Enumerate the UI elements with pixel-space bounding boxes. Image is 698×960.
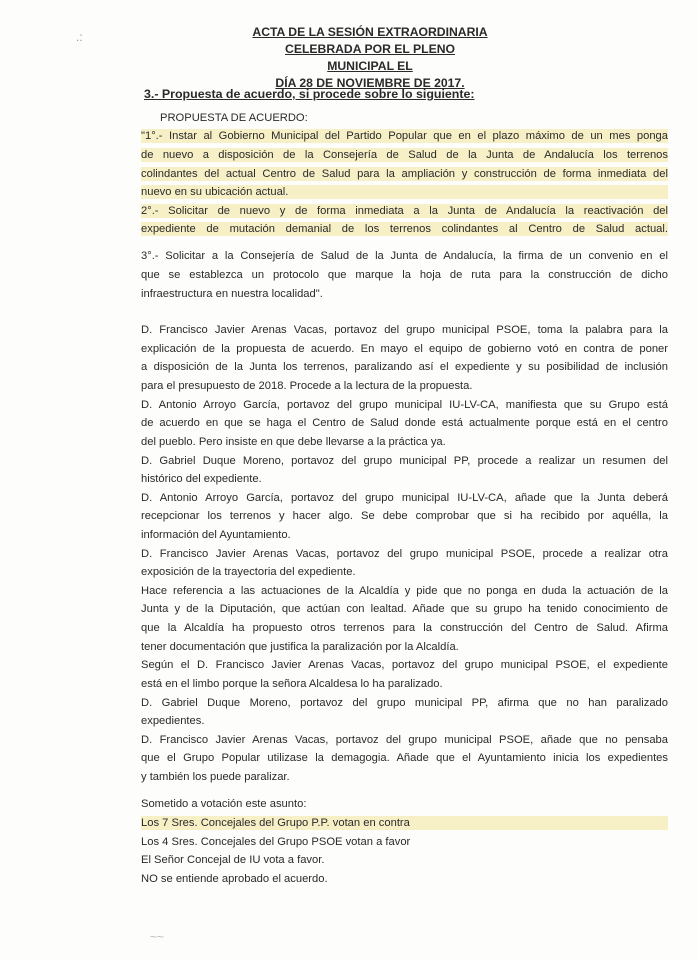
heading-line-1: ACTA DE LA SESIÓN EXTRAORDINARIA bbox=[252, 25, 488, 39]
scan-mark: .: bbox=[76, 30, 83, 44]
document-line: Los 4 Sres. Concejales del Grupo PSOE votan a favor bbox=[141, 836, 411, 848]
document-line: "1°.- Instar al Gobierno Municipal del Partido Popular que en el plazo máximo de un mes ponga bbox=[141, 130, 668, 142]
document-line: exposición de la trayectoria del expediente. bbox=[141, 566, 356, 578]
document-line: Los 7 Sres. Concejales del Grupo P.P. votan en contra bbox=[141, 816, 668, 830]
document-line: D. Francisco Javier Arenas Vacas, portavoz del grupo municipal PSOE, toma la palabra para la bbox=[141, 324, 668, 336]
document-line: de acuerdo en que se haga el Centro de Salud donde está actualmente porque está en el centro bbox=[141, 417, 668, 429]
document-line: expediente de mutación demanial de los terrenos colindantes al Centro de Salud actual. bbox=[141, 223, 668, 235]
document-line: PROPUESTA DE ACUERDO: bbox=[160, 112, 308, 124]
document-line: que se establezca un protocolo que marque la hoja de ruta para la construcción de dicho bbox=[141, 269, 668, 281]
document-line: está en el limbo porque la señora Alcaldesa lo ha paralizado. bbox=[141, 678, 443, 690]
document-line: que la Alcaldía ha propuesto otros terrenos para la construcción del Centro de Salud. Afirma bbox=[141, 622, 668, 634]
document-line: para el presupuesto de 2018. Procede a la lectura de la propuesta. bbox=[141, 380, 473, 392]
document-line: del pueblo. Pero insiste en que debe llevarse a la práctica ya. bbox=[141, 436, 446, 448]
minutes-heading bbox=[250, 24, 490, 92]
document-line: colindantes del actual Centro de Salud para la ampliación y construcción de forma inmediata del bbox=[141, 168, 668, 180]
document-line: Sometido a votación este asunto: bbox=[141, 798, 307, 810]
document-line: Hace referencia a las actuaciones de la Alcaldía y pide que no ponga en duda la actuación de la bbox=[141, 585, 668, 597]
document-line: que el Grupo Popular utilizase la demagogia. Añade que el Ayuntamiento inicia los expedientes bbox=[141, 752, 668, 764]
document-line: Según el D. Francisco Javier Arenas Vacas, portavoz del grupo municipal PSOE, el expediente bbox=[141, 659, 668, 671]
document-line: D. Francisco Javier Arenas Vacas, portavoz del grupo municipal PSOE, añade que no pensaba bbox=[141, 734, 668, 746]
document-line: explicación de la propuesta de acuerdo. En mayo el equipo de gobierno votó en contra de poner bbox=[141, 343, 668, 355]
document-line: D. Francisco Javier Arenas Vacas, portavoz del grupo municipal PSOE, procede a realizar otra bbox=[141, 548, 668, 560]
section-title: 3.- Propuesta de acuerdo, si procede sobre lo siguiente: bbox=[144, 87, 475, 101]
document-line: infraestructura en nuestra localidad". bbox=[141, 288, 323, 300]
document-line: información del Ayuntamiento. bbox=[141, 529, 291, 541]
heading-line-2: CELEBRADA POR EL PLENO MUNICIPAL EL bbox=[285, 42, 455, 73]
document-line: 3°.- Solicitar a la Consejería de Salud de la Junta de Andalucía, la firma de un convenio en el bbox=[141, 250, 668, 262]
document-line: y también los puede paralizar. bbox=[141, 771, 290, 783]
document-line: recepcionar los terrenos y hacer algo. Se debe comprobar que si ha recibido por aquélla, la bbox=[141, 510, 668, 522]
document-line: nuevo en su ubicación actual. bbox=[141, 185, 668, 199]
document-line: histórico del expediente. bbox=[141, 473, 262, 485]
document-line: tener documentación que justifica la paralización por la Alcaldía. bbox=[141, 641, 459, 653]
document-line: 2°.- Solicitar de nuevo y de forma inmediata a la Junta de Andalucía la reactivación del bbox=[141, 205, 668, 217]
document-line: Junta y de la Diputación, que actúan con lealtad. Añade que su grupo ha tenido conocimiento de bbox=[141, 603, 668, 615]
document-line: D. Gabriel Duque Moreno, portavoz del grupo municipal PP, afirma que no han paralizado bbox=[141, 697, 668, 709]
document-line: D. Gabriel Duque Moreno, portavoz del grupo municipal PP, procede a realizar un resumen del bbox=[141, 455, 668, 467]
document-line: a disposición de la Junta los terrenos, paralizando así el expediente y su posibilidad de inclusión bbox=[141, 361, 668, 373]
document-line: expedientes. bbox=[141, 715, 205, 727]
document-line: NO se entiende aprobado el acuerdo. bbox=[141, 873, 328, 885]
document-line: D. Antonio Arroyo García, portavoz del grupo municipal IU-LV-CA, manifiesta que su Grupo está bbox=[141, 399, 668, 411]
document-line: D. Antonio Arroyo García, portavoz del grupo municipal IU-LV-CA, añade que la Junta deberá bbox=[141, 492, 668, 504]
document-line: de nuevo a disposición de la Consejería de Salud de la Junta de Andalucía los terrenos bbox=[141, 149, 668, 161]
heading-line-3: DÍA 28 DE NOVIEMBRE DE 2017. bbox=[275, 76, 465, 90]
scan-smudge: ~~ bbox=[150, 930, 165, 944]
document-line: El Señor Concejal de IU vota a favor. bbox=[141, 854, 325, 866]
